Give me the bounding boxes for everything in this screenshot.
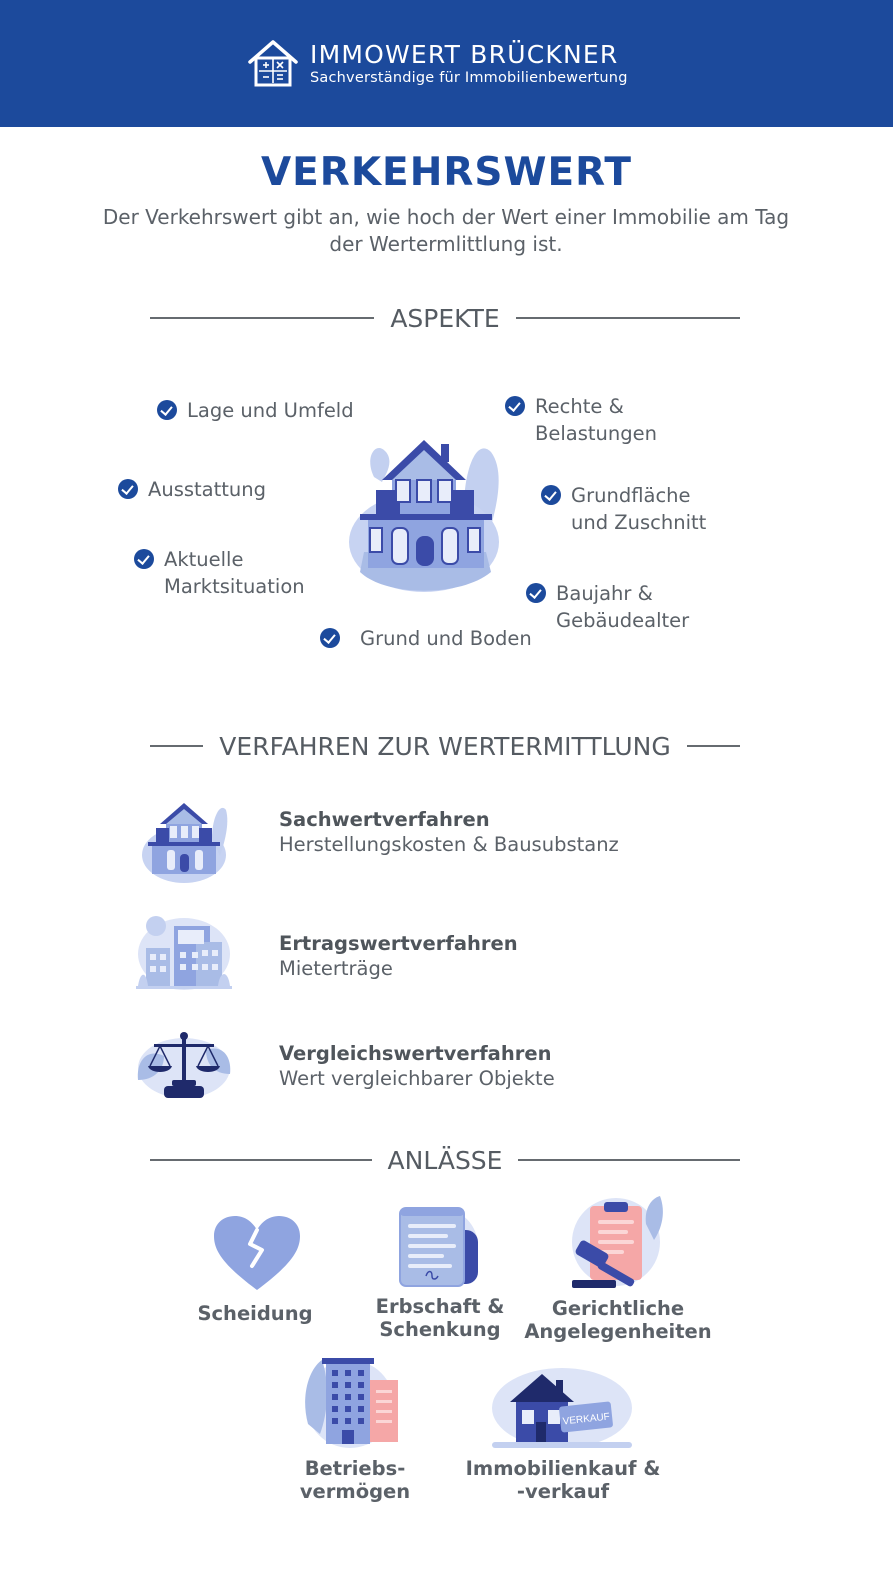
check-icon [134, 549, 154, 569]
page-title: VERKEHRSWERT [260, 150, 633, 195]
office-building-icon [300, 1354, 404, 1450]
house-icon [138, 800, 230, 886]
occasion-label: Scheidung [197, 1302, 313, 1325]
aspect-label: Grundfläche und Zuschnitt [571, 484, 707, 534]
house-sale-icon [486, 1362, 636, 1452]
aspect-label: Aktuelle Marktsituation [164, 548, 305, 598]
method-desc: Wert vergleichbarer Objekte [279, 1067, 555, 1090]
aspect-label: Lage und Umfeld [187, 399, 354, 422]
occasion-label: Immobilienkauf & -verkauf [465, 1457, 661, 1503]
scales-icon [134, 1030, 234, 1102]
aspect-item [118, 476, 266, 503]
aspect-item [134, 546, 305, 600]
aspect-label: Grund und Boden [360, 627, 532, 650]
aspect-item [157, 397, 354, 424]
method-desc: Herstellungskosten & Bausubstanz [279, 833, 619, 856]
section-header-aspects [150, 300, 740, 336]
sale-sign-text: VERKAUF [562, 1411, 611, 1428]
aspect-item [505, 393, 657, 447]
broken-heart-icon [212, 1214, 302, 1294]
aspect-item [541, 482, 706, 536]
aspect-label: Ausstattung [148, 478, 266, 501]
aspect-label: Rechte & Belastungen [535, 395, 657, 445]
occasion-label: Erbschaft & Schenkung [375, 1295, 505, 1341]
check-icon [118, 479, 138, 499]
document-icon [392, 1204, 486, 1290]
method-item [279, 1042, 555, 1090]
method-item [279, 932, 518, 980]
method-item [279, 808, 619, 856]
apartment-building-icon [134, 912, 234, 992]
section-title: VERFAHREN ZUR WERTERMITTLUNG [219, 731, 671, 761]
section-title: ANLÄSSE [387, 1145, 503, 1175]
section-header-methods [150, 728, 740, 764]
gavel-clipboard-icon [568, 1194, 668, 1290]
method-desc: Mieterträge [279, 957, 393, 980]
house-calculator-icon [246, 38, 300, 88]
method-name: Ertragswertverfahren [279, 932, 518, 955]
check-icon [526, 583, 546, 603]
house-illustration-icon [346, 432, 508, 594]
method-name: Vergleichswertverfahren [279, 1042, 552, 1065]
check-icon [505, 396, 525, 416]
check-icon [541, 485, 561, 505]
occasion-label: Betriebs- vermögen [299, 1457, 411, 1503]
intro-text: Der Verkehrswert gibt an, wie hoch der Wert einer Immobilie am Tag der Wertermlittlung ist. [102, 205, 790, 256]
brand-name: IMMOWERT BRÜCKNER [310, 40, 619, 69]
section-title: ASPEKTE [390, 303, 500, 333]
occasion-label: Gerichtliche Angelegenheiten [524, 1297, 712, 1343]
aspect-label: Baujahr & Gebäudealter [556, 582, 690, 632]
aspect-item [320, 625, 532, 652]
check-icon [320, 628, 340, 648]
brand-tagline: Sachverständige für Immobilienbewertung [310, 70, 628, 86]
aspect-item [526, 580, 689, 634]
method-name: Sachwertverfahren [279, 808, 490, 831]
check-icon [157, 400, 177, 420]
section-header-occasions [150, 1142, 740, 1178]
